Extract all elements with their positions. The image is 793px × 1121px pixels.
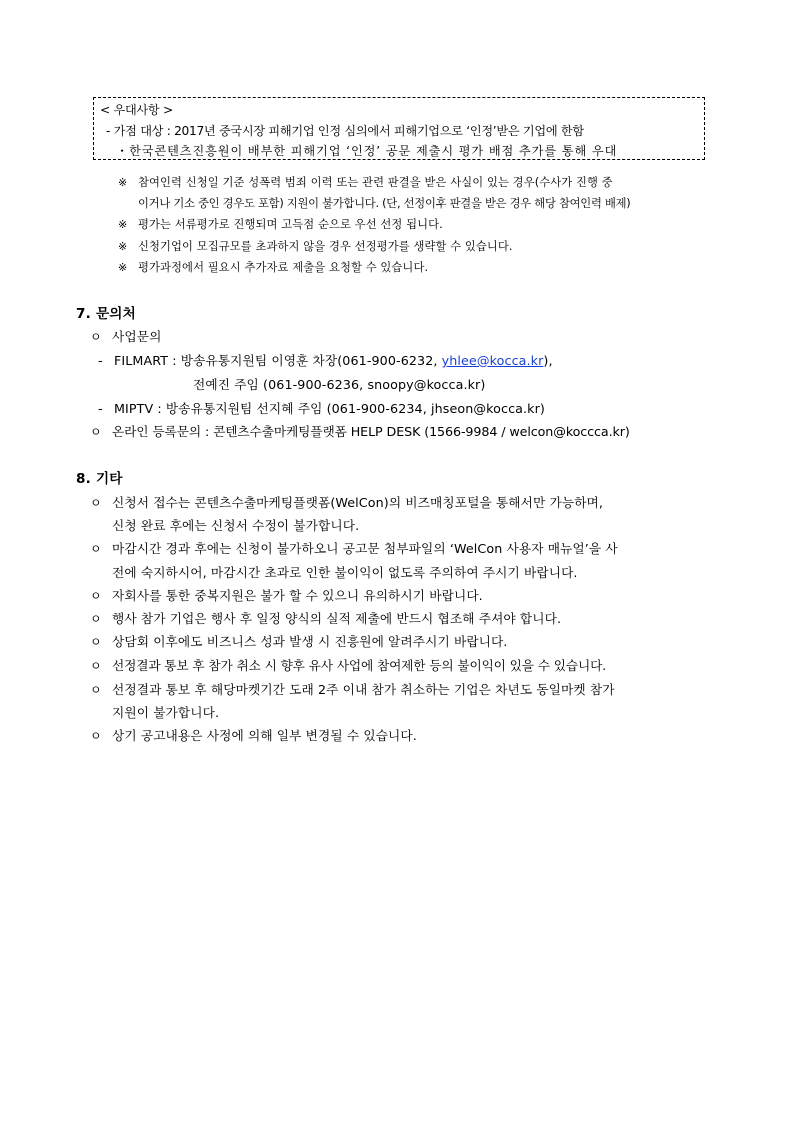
preference-line-1: - 가점 대상 : 2017년 중국시장 피해기업 인정 심의에서 피해기업으로 ‘인정’받은 기업에 한함 xyxy=(106,124,584,138)
note-1-text: 참여인력 신청일 기준 성폭력 범죄 이력 또는 관련 판결을 받은 사실이 있는 경우(수사가 진행 중 xyxy=(138,176,613,189)
etc-item-6-text: 선정결과 통보 후 참가 취소 시 향후 유사 사업에 참여제한 등의 불이익이 있을 수 있습니다. xyxy=(112,658,607,673)
note-mark: ※ xyxy=(118,240,128,253)
bullet-icon: ㅇ xyxy=(90,589,102,603)
note-2-text: 평가는 서류평가로 진행되며 고득점 순으로 우선 선정 됩니다. xyxy=(138,218,443,231)
etc-item-2-text: 마감시간 경과 후에는 신청이 불가하오니 공고문 첨부파일의 ‘WelCon 사용자 매뉴얼’을 사 xyxy=(112,541,618,556)
etc-item-7-continued: 지원이 불가합니다. xyxy=(112,705,220,720)
online-inquiry xyxy=(90,421,630,440)
business-inquiry-label: 사업문의 xyxy=(112,329,162,344)
note-2 xyxy=(118,216,443,232)
contact-heading: 7. 문의처 xyxy=(76,306,136,322)
note-mark: ※ xyxy=(118,261,128,274)
etc-item-5-text: 상담회 이후에도 비즈니스 성과 발생 시 진흥원에 알려주시기 바랍니다. xyxy=(112,634,508,649)
dash-mark: - xyxy=(98,401,103,416)
preference-title: < 우대사항 > xyxy=(100,103,173,117)
note-1 xyxy=(118,174,613,190)
etc-item-1 xyxy=(90,492,603,511)
etc-item-3 xyxy=(90,585,483,604)
note-mark: ※ xyxy=(118,218,128,231)
etc-item-7-text: 선정결과 통보 후 해당마켓기간 도래 2주 이내 참가 취소하는 기업은 차년도 동일마켓 참가 xyxy=(112,682,615,697)
filmart-suffix: ), xyxy=(543,353,553,368)
filmart-contact xyxy=(98,350,553,369)
etc-item-1-text: 신청서 접수는 콘텐츠수출마케팅플랫폼(WelCon)의 비즈매칭포털을 통해서만 가능하며, xyxy=(112,495,604,510)
miptv-contact xyxy=(98,398,545,417)
miptv-text: MIPTV : 방송유통지원팀 선지혜 주임 (061-900-6234, jhseon@kocca.kr) xyxy=(114,401,545,416)
bullet-icon: ㅇ xyxy=(90,635,102,649)
etc-heading: 8. 기타 xyxy=(76,471,123,487)
etc-item-4-text: 행사 참가 기업은 행사 후 일정 양식의 실적 제출에 반드시 협조해 주셔야 합니다. xyxy=(112,611,562,626)
etc-item-3-text: 자회사를 통한 중복지원은 불가 할 수 있으니 유의하시기 바랍니다. xyxy=(112,588,483,603)
filmart-contact-2: 전예진 주임 (061-900-6236, snoopy@kocca.kr) xyxy=(193,377,486,392)
note-3-text: 신청기업이 모집규모를 초과하지 않을 경우 선정평가를 생략할 수 있습니다. xyxy=(138,240,513,253)
bullet-icon: ㅇ xyxy=(90,330,102,344)
bullet-icon: ㅇ xyxy=(90,425,102,439)
bullet-icon: ㅇ xyxy=(90,729,102,743)
bullet-icon: ㅇ xyxy=(90,659,102,673)
bullet-icon: ㅇ xyxy=(90,496,102,510)
etc-item-8 xyxy=(90,725,417,744)
etc-item-5 xyxy=(90,631,508,650)
etc-item-4 xyxy=(90,608,561,627)
etc-item-8-text: 상기 공고내용은 사정에 의해 일부 변경될 수 있습니다. xyxy=(112,728,417,743)
filmart-email-link[interactable]: yhlee@kocca.kr xyxy=(441,353,544,368)
note-1-continued: 이거나 기소 중인 경우도 포함) 지원이 불가합니다. (단, 선정이후 판결을 받은 경우 해당 참여인력 배제) xyxy=(138,197,631,210)
bullet-icon: ㅇ xyxy=(90,683,102,697)
note-4 xyxy=(118,259,428,275)
preference-line-2: ・한국콘텐츠진흥원이 배부한 피해기업 ‘인정’ 공문 제출시 평가 배점 추가를 통해 우대 xyxy=(116,144,618,158)
note-3 xyxy=(118,238,513,254)
business-inquiry xyxy=(90,326,161,345)
bullet-icon: ㅇ xyxy=(90,612,102,626)
filmart-text: FILMART : 방송유통지원팀 이영훈 차장(061-900-6232, xyxy=(114,353,442,368)
etc-item-2-continued: 전에 숙지하시어, 마감시간 초과로 인한 불이익이 없도록 주의하여 주시기 바랍니다. xyxy=(112,565,578,580)
etc-item-1-continued: 신청 완료 후에는 신청서 수정이 불가합니다. xyxy=(112,518,360,533)
bullet-icon: ㅇ xyxy=(90,542,102,556)
online-inquiry-text: 온라인 등록문의 : 콘텐츠수출마케팅플랫폼 HELP DESK (1566-9984 / welcon@koccca.kr) xyxy=(112,424,630,439)
etc-item-2 xyxy=(90,538,618,557)
etc-item-7 xyxy=(90,679,615,698)
etc-item-6 xyxy=(90,655,606,674)
note-4-text: 평가과정에서 필요시 추가자료 제출을 요청할 수 있습니다. xyxy=(138,261,429,274)
dash-mark: - xyxy=(98,353,103,368)
note-mark: ※ xyxy=(118,176,128,189)
